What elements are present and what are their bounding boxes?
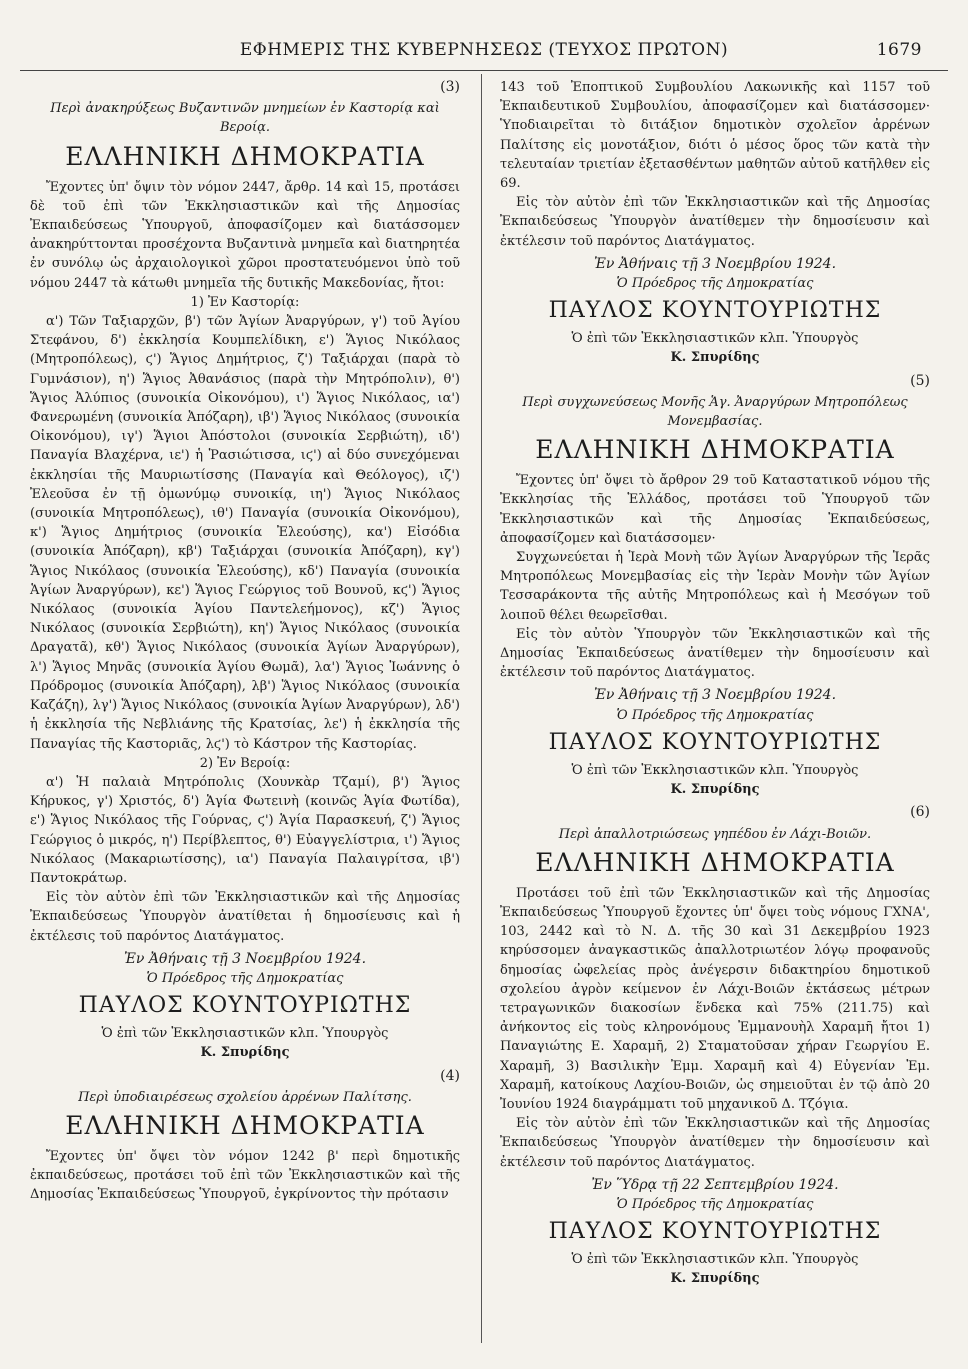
decree-date: Ἐν Ἀθήναις τῇ 3 Νοεμβρίου 1924. bbox=[593, 255, 837, 272]
president-name: ΠΑΥΛΟΣ ΚΟΥΝΤΟΥΡΙΩΤΗΣ bbox=[548, 1219, 882, 1245]
decree-subject: Περὶ ἀνακηρύξεως Βυζαντινῶν μνημείων ἐν Καστορίᾳ καὶ Βεροίᾳ. bbox=[50, 101, 440, 136]
decree-heading: ΕΛΛΗΝΙΚΗ ΔΗΜΟΚΡΑΤΙΑ bbox=[535, 435, 895, 465]
president-title: Ὁ Πρόεδρος τῆς Δημοκρατίας bbox=[616, 276, 814, 292]
decree-number: (6) bbox=[910, 804, 930, 821]
minister-name: Κ. Σπυρίδης bbox=[670, 782, 760, 798]
decree-number: (4) bbox=[440, 1067, 460, 1084]
decree-date: Ἐν Ὕδρᾳ τῇ 22 Σεπτεμβρίου 1924. bbox=[591, 1176, 839, 1193]
minister-name: Κ. Σπυρίδης bbox=[200, 1045, 290, 1061]
decree-intro: Ἔχοντες ὑπ' ὄψιν τὸν νόμον 2447, ἄρθρ. 14 καὶ 15, προτάσει δὲ τοῦ ἐπὶ τῶν Ἐκκλησιαστικῶν καὶ τῆς Δημοσίας Ἐκπαιδεύσεως Ὑπουργοῦ, ἀποφασίζομεν καὶ διατάσσομεν ἀνακηρύττονται προσέχοντα Βυζαντινὰ μνημεῖα καὶ διατηρητέα ἐν συνόλῳ ὡς ἀρχαιολογικοὶ χῶροι προστατευόμενοι ὑπὸ τοῦ νόμου 2447 τὰ κάτωθι μνημεῖα τῆς δυτικῆς Μακεδονίας, ἤτοι: bbox=[30, 179, 460, 291]
decree-heading: ΕΛΛΗΝΙΚΗ ΔΗΜΟΚΡΑΤΙΑ bbox=[65, 141, 425, 171]
president-name: ΠΑΥΛΟΣ ΚΟΥΝΤΟΥΡΙΩΤΗΣ bbox=[78, 993, 412, 1019]
president-name: ΠΑΥΛΟΣ ΚΟΥΝΤΟΥΡΙΩΤΗΣ bbox=[548, 298, 882, 324]
decree-subject: Περὶ συγχωνεύσεως Μονῆς Ἁγ. Ἀναργύρων Μητροπόλεως Μονεμβασίας. bbox=[522, 394, 908, 430]
decree-heading: ΕΛΛΗΝΙΚΗ ΔΗΜΟΚΡΑΤΙΑ bbox=[65, 1110, 425, 1140]
column-divider bbox=[481, 74, 482, 1343]
president-title: Ὁ Πρόεδρος τῆς Δημοκρατίας bbox=[616, 1196, 814, 1212]
minister-title: Ὁ ἐπὶ τῶν Ἐκκλησιαστικῶν κλπ. Ὑπουργὸς bbox=[571, 762, 859, 778]
decree-heading: ΕΛΛΗΝΙΚΗ ΔΗΜΟΚΡΑΤΙΑ bbox=[535, 847, 895, 877]
page-number: 1679 bbox=[876, 40, 922, 60]
decree-intro: Ἔχοντες ὑπ' ὄψει τὸ ἄρθρον 29 τοῦ Καταστατικοῦ νόμου τῆς Ἐκκλησίας τῆς Ἑλλάδος, προτάσει τοῦ Ὑπουργοῦ τῶν Ἐκκλησιαστικῶν καὶ τῆς Δημοσίας Ἐκπαιδεύσεως, ἀποφασίζομεν καὶ διατάσσομεν· bbox=[500, 473, 930, 546]
president-title: Ὁ Πρόεδρος τῆς Δημοκρατίας bbox=[616, 707, 814, 723]
decree-closing: Εἰς τὸν αὐτὸν ἐπὶ τῶν Ἐκκλησιαστικῶν καὶ τῆς Δημοσίας Ἐκπαιδεύσεως Ὑπουργὸν ἀνατίθεται ἡ δημοσίευσις καὶ ἡ ἐκτέλεσις τοῦ παρόντος Διατάγματος. bbox=[30, 890, 460, 944]
decree-closing: Εἰς τὸν αὐτὸν Ὑπουργὸν τῶν Ἐκκλησιαστικῶν καὶ τῆς Δημοσίας Ἐκπαιδεύσεως ἀνατίθεμεν τὴν δημοσίευσιν καὶ ἐκτέλεσιν τοῦ παρόντος Διατάγματος. bbox=[500, 626, 930, 681]
page-header bbox=[18, 38, 950, 66]
decree-subject: Περὶ ἀπαλλοτριώσεως γηπέδου ἐν Λάχι-Βοιῶν. bbox=[558, 826, 872, 842]
monument-list-kastoria: α') Τῶν Ταξιαρχῶν, β') τῶν Ἁγίων Ἀναργύρων, γ') τοῦ Ἁγίου Στεφάνου, δ') ἐκκλησία Κουμπελίδικη, ε') Ἅγιος Νικόλαος (Μητροπόλεως), ϛ') Ἅγιος Δημήτριος, ζ') Ταξιάρχαι (παρὰ τὸ Γυμνάσιον), η') Ἅγιος Ἀθανάσιος (παρὰ τὴν Μητρόπολιν), θ') Ἅγιος Ἀλύπιος (συνοικία Οἰκονόμου), ι') Ἅγιος Νικόλαος, ια') Φανερωμένη (συνοικία Ἀπόζαρη), ιβ') Ἅγιος Νικόλαος (συνοικία Οἰκονόμου), ιγ') Ἅγιοι Ἀπόστολοι (συνοικία Σερβιώτη), ιδ') Παναγία Βλαχέρνα, ιε') ἡ Ῥασιώτισσα, ιϛ') αἱ δύο συνεχόμεναι ἐκκλησίαι τῆς Μαυριωτίσσης (Παναγία καὶ Θεόλογος), ιζ') Ἐλεοῦσα ἐν τῇ ὁμωνύμῳ συνοικίᾳ, ιη') Ἅγιος Νικόλαος (συνοικία Μητροπόλεως), ιθ') Παναγία (συνοικία Οἰκονόμου), κ') Ἅγιος Δημήτριος (συνοικία Ἐλεούσης), κα') Εἰσόδια (συνοικία Ἀπόζαρη), κβ') Ταξιάρχαι (συνοικία Ἀπόζαρη), κγ') Ἅγιος Νικόλαος (συνοικία Ἐλεούσης), κδ') Παναγία (συνοικία Ἁγίων Ἀναργύρων), κε') Ἅγιος Γεώργιος τοῦ Βουνοῦ, κϛ') Ἅγιος Νικόλαος (συνοικία Ἁγίου Παντελεήμονος), κζ') Ἅγιος Νικόλαος (συνοικία Σερβιώτη), κη') Ἅγιος Νικόλαος (συνοικία Δραγατᾶ), κθ') Ἅγιος Νικόλαος (συνοικία Ἁγίων Ἀναργύρων), λ') Ἅγιος Μηνᾶς (συνοικία Ἁγίου Θωμᾶ), λα') Ἅγιος Ἰωάννης ὁ Πρόδρομος (συνοικία Ἀπόζαρη), λβ') Ἅγιος Νικόλαος (συνοικία Καζάζη), λγ') Ἅγιος Νικόλαος (συνοικία Ἁγίων Ἀναργύρων), λδ') ἡ ἐκκλησία τῆς Νεβλιάνης τῆς Κρατσίας, λε') ἡ ἐκκλησία τῆς Παναγίας τῆς Καστοριᾶς, λϛ') τὸ Κάστρον τῆς Καστορίας. bbox=[30, 314, 460, 752]
minister-name: Κ. Σπυρίδης bbox=[670, 350, 760, 366]
minister-title: Ὁ ἐπὶ τῶν Ἐκκλησιαστικῶν κλπ. Ὑπουργὸς bbox=[571, 1252, 859, 1268]
decree-text: Συγχωνεύεται ἡ Ἱερὰ Μονὴ τῶν Ἁγίων Ἀναργύρων τῆς Ἱερᾶς Μητροπόλεως Μονεμβασίας εἰς τὴν Ἱερὰν Μονὴν τῶν Ἁγίων Τεσσαράκοντα τῆς αὐτῆς Μητροπόλεως καὶ ἡ Μεσόγων τοῦ λοιποῦ θέλει θεωρεῖσθαι. bbox=[500, 550, 930, 623]
right-column bbox=[500, 78, 930, 1293]
decree-text: Ἔχοντες ὑπ' ὄψει τὸν νόμον 1242 β' περὶ δημοτικῆς ἐκπαιδεύσεως, προτάσει τοῦ ἐπὶ τῶν Ἐκκλησιαστικῶν καὶ τῆς Δημοσίας Ἐκπαιδεύσεως Ὑπουργοῦ, ἐγκρίνοντος τὴν πρότασιν bbox=[30, 1148, 460, 1203]
header-rule bbox=[20, 70, 948, 71]
decree-closing: Εἰς τὸν αὐτὸν ἐπὶ τῶν Ἐκκλησιαστικῶν καὶ τῆς Δημοσίας Ἐκπαιδεύσεως Ὑπουργὸν ἀνατίθεμεν τὴν δημοσίευσιν καὶ ἐκτέλεσιν τοῦ παρόντος Διατάγματος. bbox=[500, 195, 930, 249]
minister-title: Ὁ ἐπὶ τῶν Ἐκκλησιαστικῶν κλπ. Ὑπουργὸς bbox=[571, 331, 859, 347]
minister-name: Κ. Σπυρίδης bbox=[670, 1271, 760, 1287]
decree-number: (3) bbox=[440, 79, 460, 95]
president-title: Ὁ Πρόεδρος τῆς Δημοκρατίας bbox=[146, 970, 344, 986]
section-label-kastoria: 1) Ἐν Καστορίᾳ: bbox=[190, 294, 300, 310]
minister-title: Ὁ ἐπὶ τῶν Ἐκκλησιαστικῶν κλπ. Ὑπουργὸς bbox=[101, 1026, 389, 1042]
decree-text: 143 τοῦ Ἐποπτικοῦ Συμβουλίου Λακωνικῆς καὶ 1157 τοῦ Ἐκπαιδευτικοῦ Συμβουλίου, ἀποφασίζομεν καὶ διατάσσομεν· Ὑποδιαιρεῖται τὸ διτάξιον δημοτικὸν σχολεῖον ἀρρένων Παλίτσης εἰς μονοτάξιον, διότι ὁ μέσος ὅρος τῶν κατὰ τὴν τελευταίαν τριετίαν ἐξετασθέντων μαθητῶν αὐτοῦ κατῆλθεν εἰς 69. bbox=[500, 80, 930, 192]
decree-number: (5) bbox=[910, 372, 930, 389]
section-label-veria: 2) Ἐν Βεροίᾳ: bbox=[199, 755, 291, 771]
decree-date: Ἐν Ἀθήναις τῇ 3 Νοεμβρίου 1924. bbox=[593, 687, 837, 704]
monument-list-veria: α') Ἡ παλαιὰ Μητρόπολις (Χουνκὰρ Τζαμί), β') Ἅγιος Κήρυκος, γ') Χριστός, δ') Ἁγία Φωτεινὴ (κοινῶς Ἁγία Φωτίδα), ε') Ἅγιος Νικόλαος τῆς Γούρνας, ϛ') Ἁγία Παρασκευή, ζ') Ἅγιος Γεώργιος ὁ μικρός, η') Περίβλεπτος, θ') Εὐαγγελίστρια, ι') Ἅγιος Νικόλαος (Μακαριωτίσσης), ια') Παναγία Παλαιγρίτσα, ιβ') Παντοκράτωρ. bbox=[30, 774, 460, 886]
decree-date: Ἐν Ἀθήναις τῇ 3 Νοεμβρίου 1924. bbox=[123, 950, 367, 967]
gazette-title: ΕΦΗΜΕΡΙΣ ΤΗΣ ΚΥΒΕΡΝΗΣΕΩΣ (ΤΕΥΧΟΣ ΠΡΩΤΟΝ) bbox=[239, 40, 729, 60]
left-column bbox=[30, 78, 460, 1205]
decree-text: Προτάσει τοῦ ἐπὶ τῶν Ἐκκλησιαστικῶν καὶ τῆς Δημοσίας Ἐκπαιδεύσεως Ὑπουργοῦ ἔχοντες ὑπ' ὄψει τοὺς νόμους ΓΧΝΑ', 103, 2442 καὶ τὸ Ν. Δ. τῆς 30 καὶ 31 Δεκεμβρίου 1923 κηρύσσομεν ἀναγκαστικῶς ἀπαλλοτριωτέον λόγῳ προφανοῦς δημοσίας ὠφελείας πρὸς ἀνέγερσιν διδακτηρίου δημοτικοῦ σχολείου ἀγρὸν κείμενον ἐν Λάχι-Βοιῶν ἐκτάσεως μέτρων τετραγωνικῶν διακοσίων ἕνδεκα καὶ 75% (211.75) καὶ ἀνήκοντος εἰς τοὺς κληρονόμους Ἐμμανουὴλ Χαραμῆ ἤτοι 1) Παναγιώτης Ε. Χαραμῆ, 2) Σταματοῦσαν χήραν Γεωργίου Ε. Χαραμῆ, 3) Βασιλικὴν Ἐμμ. Χαραμῆ καὶ 4) Εὐγενίαν Ἐμ. Χαραμῆ, κατοίκους Λαχίου-Βοιῶν, ὡς σημειοῦται ἐν τῷ ἀπὸ 20 Ἰουνίου 1924 διαγράμματι τοῦ μηχανικοῦ Δ. Τζόγια. bbox=[500, 885, 930, 1112]
decree-closing: Εἰς τὸν αὐτὸν ἐπὶ τῶν Ἐκκλησιαστικῶν καὶ τῆς Δημοσίας Ἐκπαιδεύσεως Ὑπουργὸν ἀνατίθεμεν τὴν δημοσίευσιν καὶ ἐκτέλεσιν τοῦ παρόντος Διατάγματος. bbox=[500, 1116, 930, 1170]
president-name: ΠΑΥΛΟΣ ΚΟΥΝΤΟΥΡΙΩΤΗΣ bbox=[548, 729, 882, 755]
decree-subject: Περὶ ὑποδιαιρέσεως σχολείου ἀρρένων Παλίτσης. bbox=[78, 1089, 412, 1105]
